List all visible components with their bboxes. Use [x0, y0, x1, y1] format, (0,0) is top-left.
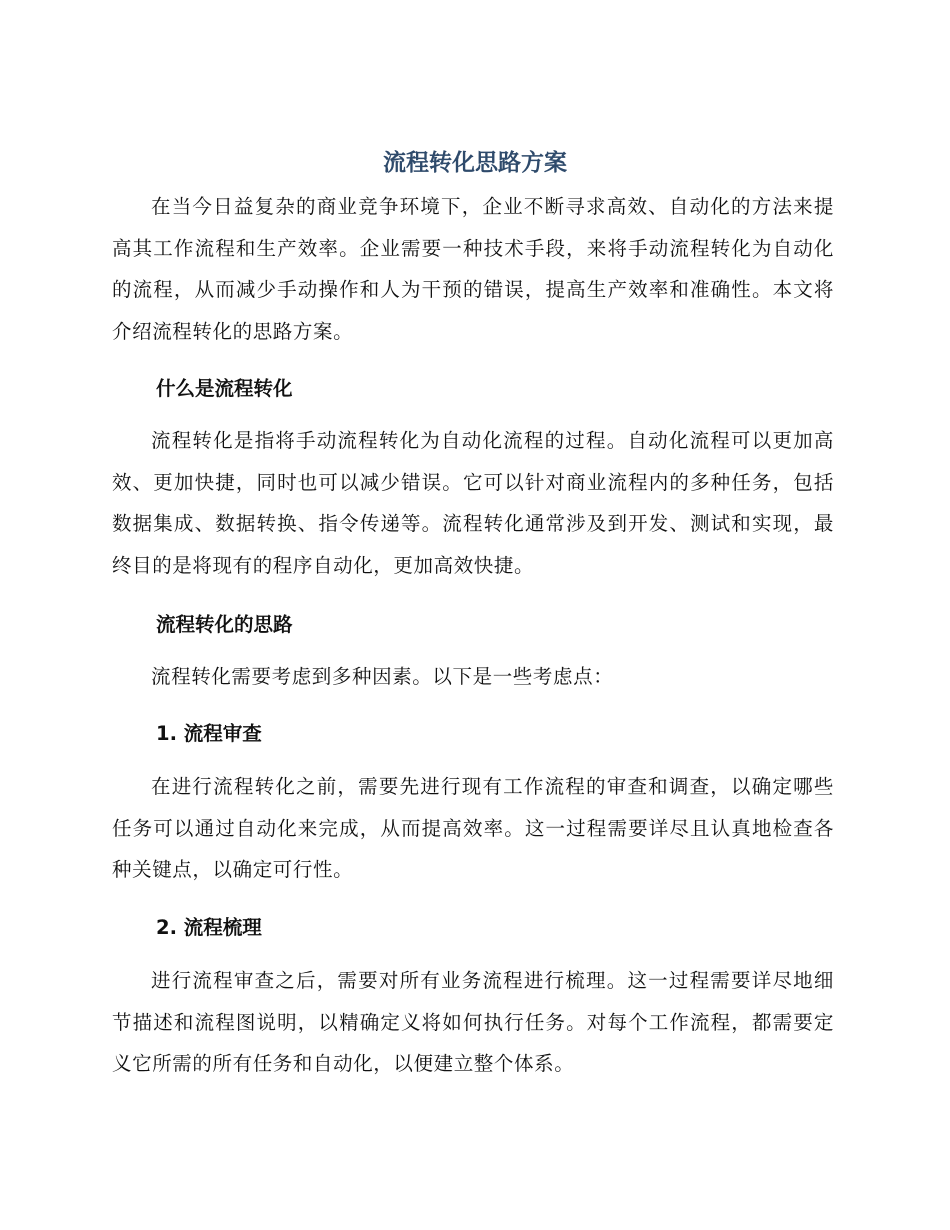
section-body-approach: 流程转化需要考虑到多种因素。以下是一些考虑点： [151, 665, 614, 688]
section-heading-process-sorting: 2. 流程梳理 [156, 916, 262, 939]
section-body-process-sorting: 进行流程审查之后，需要对所有业务流程进行梳理。这一过程需要详尽地细节描述和流程图说明，以精确定义将如何执行任务。对每个工作流程，都需要定义它所需的所有任务和自动化，以便建立整个体系。 [112, 969, 834, 1075]
section-heading-process-review: 1. 流程审查 [156, 722, 262, 745]
document-title: 流程转化思路方案 [383, 150, 567, 176]
section-body-what-is: 流程转化是指将手动流程转化为自动化流程的过程。自动化流程可以更加高效、更加快捷，同时也可以减少错误。它可以针对商业流程内的多种任务，包括数据集成、数据转换、指令传递等。流程转化通常涉及到开发、测试和实现，最终目的是将现有的程序自动化，更加高效快捷。 [112, 429, 834, 577]
section-heading-what-is: 什么是流程转化 [156, 377, 293, 400]
section-body-process-review: 在进行流程转化之前，需要先进行现有工作流程的审查和调查，以确定哪些任务可以通过自动化来完成，从而提高效率。这一过程需要详尽且认真地检查各种关键点，以确定可行性。 [112, 775, 834, 881]
section-heading-approach: 流程转化的思路 [156, 613, 293, 636]
intro-paragraph: 在当今日益复杂的商业竞争环境下，企业不断寻求高效、自动化的方法来提高其工作流程和生产效率。企业需要一种技术手段，来将手动流程转化为自动化的流程，从而减少手动操作和人为干预的错误，提高生产效率和准确性。本文将介绍流程转化的思路方案。 [112, 195, 834, 343]
